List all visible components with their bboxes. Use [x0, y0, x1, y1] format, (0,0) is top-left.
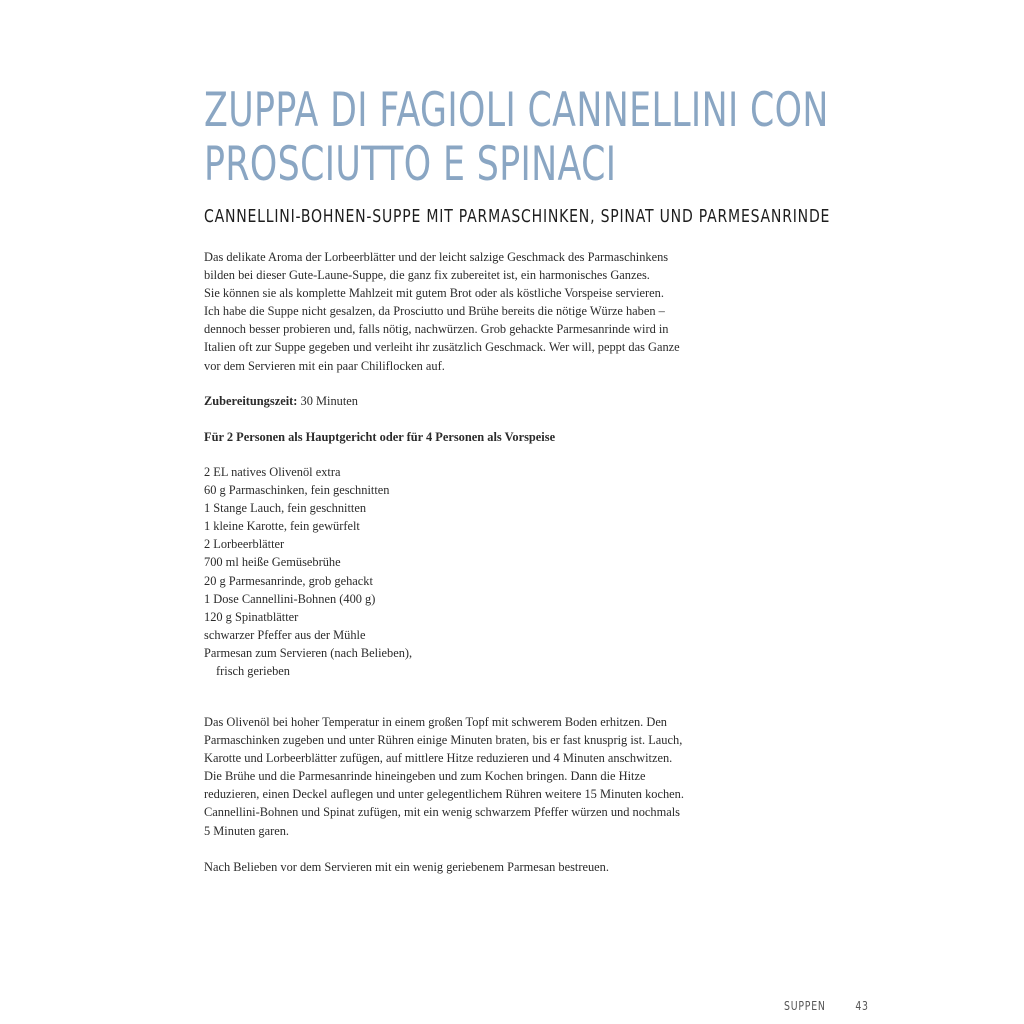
recipe-title-line-2: PROSCIUTTO E SPINACI: [204, 137, 617, 192]
page-number: 43: [855, 999, 869, 1013]
intro-line: vor dem Servieren mit ein paar Chiliflocken auf.: [204, 358, 445, 373]
ingredient-item: 1 Stange Lauch, fein geschnitten: [204, 501, 367, 516]
ingredient-item: schwarzer Pfeffer aus der Mühle: [204, 627, 366, 642]
finishing-note: Nach Belieben vor dem Servieren mit ein wenig geriebenem Parmesan bestreuen.: [204, 860, 609, 874]
intro-line: Sie können sie als komplette Mahlzeit mit gutem Brot oder als köstliche Vorspeise servieren.: [204, 286, 664, 301]
ingredient-item: 1 Dose Cannellini-Bohnen (400 g): [204, 591, 376, 606]
page-footer: [784, 999, 869, 1013]
method-line: reduzieren, einen Deckel auflegen und unter gelegentlichem Rühren weitere 15 Minuten kochen.: [204, 787, 684, 802]
recipe-title-line-1: ZUPPA DI FAGIOLI CANNELLINI CON: [204, 83, 829, 138]
method-line: 5 Minuten garen.: [204, 823, 289, 838]
ingredient-item: 120 g Spinatblätter: [204, 609, 299, 624]
ingredient-item: 700 ml heiße Gemüsebrühe: [204, 555, 341, 570]
ingredient-item-continuation: frisch gerieben: [216, 664, 290, 679]
intro-line: Italien oft zur Suppe gegeben und verleiht ihr zusätzlich Geschmack. Wer will, peppt das Ganze: [204, 340, 680, 355]
method-line: Parmaschinken zugeben und unter Rühren einige Minuten braten, bis er fast knusprig ist. Lauch,: [204, 733, 683, 748]
recipe-subtitle: CANNELLINI-BOHNEN-SUPPE MIT PARMASCHINKEN, SPINAT UND PARMESANRINDE: [204, 206, 831, 227]
prep-time-label: Zubereitungszeit:: [204, 394, 298, 408]
ingredient-item: 60 g Parmaschinken, fein geschnitten: [204, 483, 390, 498]
method-line: Die Brühe und die Parmesanrinde hineingeben und zum Kochen bringen. Dann die Hitze: [204, 769, 646, 784]
method-paragraph: [204, 713, 684, 840]
ingredient-item: 20 g Parmesanrinde, grob gehackt: [204, 573, 373, 588]
servings: Für 2 Personen als Hauptgericht oder für 4 Personen als Vorspeise: [204, 430, 556, 444]
intro-line: dennoch besser probieren und, falls nötig, nachwürzen. Grob gehackte Parmesanrinde wird in: [204, 322, 669, 337]
ingredient-item: Parmesan zum Servieren (nach Belieben),: [204, 645, 413, 660]
method-line: Das Olivenöl bei hoher Temperatur in einem großen Topf mit schwerem Boden erhitzen. Den: [204, 715, 668, 729]
ingredient-item: 2 EL natives Olivenöl extra: [204, 465, 341, 479]
ingredient-item: 1 kleine Karotte, fein gewürfelt: [204, 519, 360, 534]
recipe-title: [204, 84, 829, 192]
intro-paragraph: [204, 248, 680, 375]
ingredient-item: 2 Lorbeerblätter: [204, 537, 285, 552]
method-line: Cannellini-Bohnen und Spinat zufügen, mit ein wenig schwarzem Pfeffer würzen und nochmals: [204, 805, 680, 820]
prep-time: [204, 392, 358, 410]
intro-line: bilden bei dieser Gute-Laune-Suppe, die ganz fix zubereitet ist, ein harmonisches Ganzes.: [204, 268, 650, 283]
section-name: SUPPEN: [784, 999, 826, 1013]
intro-line: Das delikate Aroma der Lorbeerblätter und der leicht salzige Geschmack des Parmaschinkens: [204, 250, 669, 264]
ingredient-list: [204, 463, 412, 680]
method-line: Karotte und Lorbeerblätter zufügen, auf mittlere Hitze reduzieren und 4 Minuten anschwitzen.: [204, 751, 673, 766]
prep-time-value: 30 Minuten: [300, 394, 358, 408]
intro-line: Ich habe die Suppe nicht gesalzen, da Prosciutto und Brühe bereits die nötige Würze haben –: [204, 304, 665, 319]
